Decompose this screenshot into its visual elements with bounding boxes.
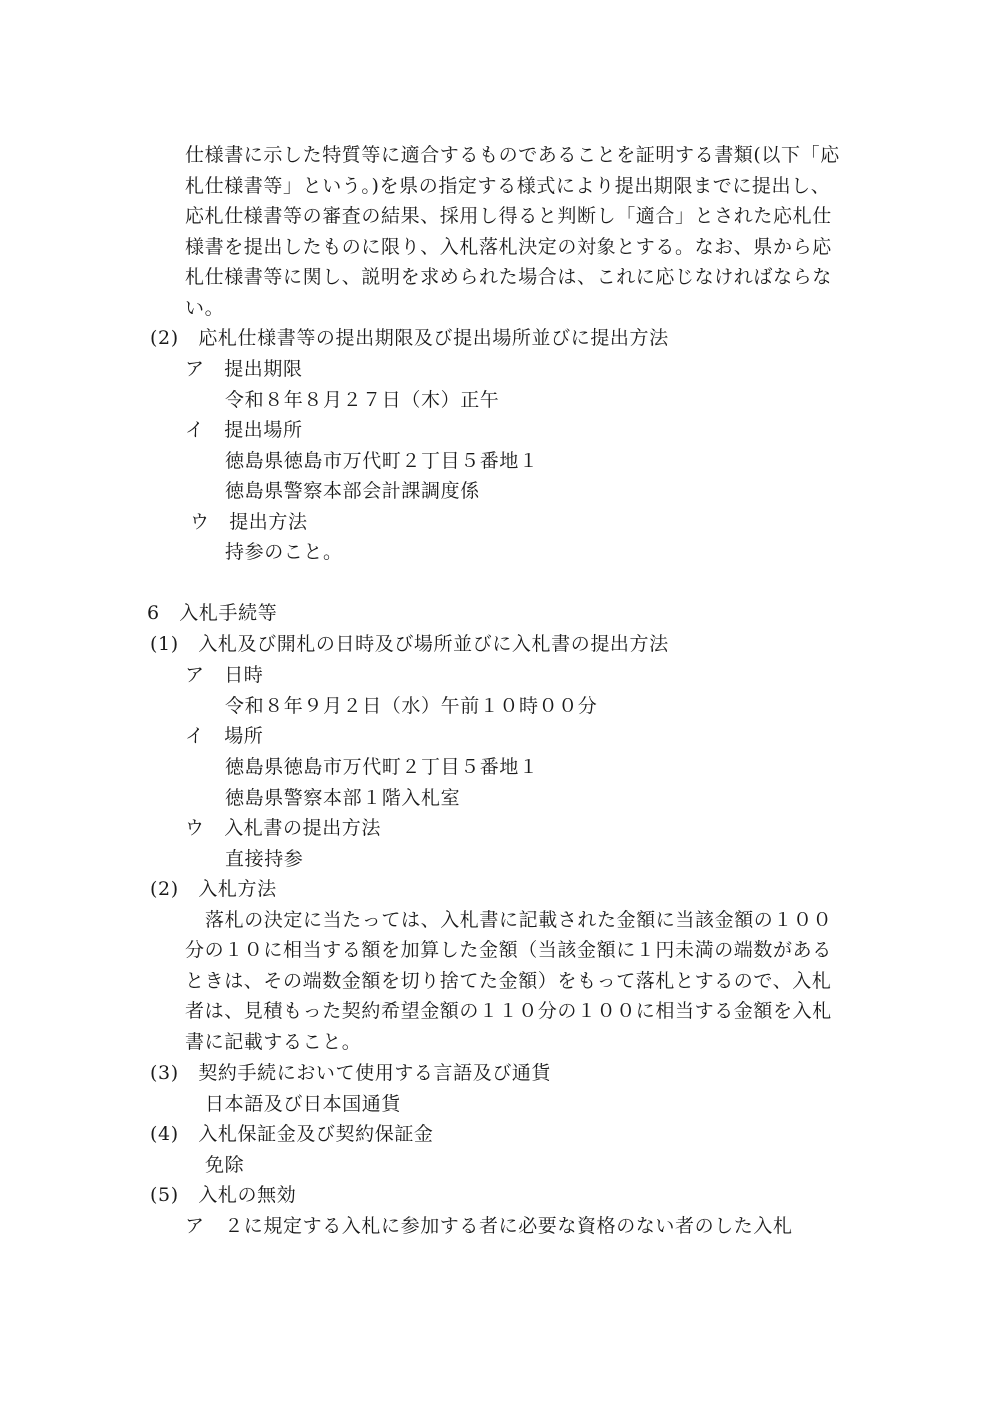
section-heading: (5) 入札の無効 (150, 1184, 297, 1206)
item-value: 免除 (205, 1154, 245, 1176)
item-value: 日本語及び日本国通貨 (205, 1093, 402, 1115)
item-value: 徳島県徳島市万代町２丁目５番地１ (225, 756, 539, 778)
section-title: 6 入札手続等 (147, 602, 278, 624)
item-value: 令和８年９月２日（水）午前１０時００分 (225, 695, 598, 717)
section-heading: (4) 入札保証金及び契約保証金 (150, 1123, 434, 1145)
para-line: い。 (185, 297, 225, 319)
item-label: ア 日時 (185, 664, 264, 686)
para-line: 分の１０に相当する額を加算した金額（当該金額に１円未満の端数がある (185, 939, 832, 961)
section-heading: (2) 応札仕様書等の提出期限及び提出場所並びに提出方法 (150, 327, 669, 349)
item-value: 直接持参 (225, 848, 304, 870)
section-heading: (1) 入札及び開札の日時及び場所並びに入札書の提出方法 (150, 633, 669, 655)
item-value: 徳島県警察本部１階入札室 (225, 787, 461, 809)
para-line: 落札の決定に当たっては、入札書に記載された金額に当該金額の１００ (205, 909, 833, 931)
section-heading: (2) 入札方法 (150, 878, 277, 900)
para-line: 札仕様書等」という。)を県の指定する様式により提出期限までに提出し、 (185, 175, 831, 197)
item-label: ア ２に規定する入札に参加する者に必要な資格のない者のした入札 (185, 1215, 793, 1237)
item-label: イ 場所 (185, 725, 264, 747)
section-heading: (3) 契約手続において使用する言語及び通貨 (150, 1062, 552, 1084)
item-value: 徳島県警察本部会計課調度係 (225, 480, 480, 502)
para-line: 者は、見積もった契約希望金額の１１０分の１００に相当する金額を入札 (185, 1000, 832, 1022)
item-value: 持参のこと。 (225, 541, 343, 563)
item-label: ア 提出期限 (185, 358, 303, 380)
para-line: 応札仕様書等の審査の結果、採用し得ると判断し「適合」とされた応札仕 (185, 205, 832, 227)
para-line: 仕様書に示した特質等に適合するものであることを証明する書類(以下「応 (185, 144, 840, 166)
para-line: 書に記載すること。 (185, 1031, 362, 1053)
item-label: ウ 入札書の提出方法 (185, 817, 382, 839)
item-value: 令和８年８月２７日（木）正午 (225, 389, 500, 411)
para-line: ときは、その端数金額を切り捨てた金額）をもって落札とするので、入札 (185, 970, 832, 992)
para-line: 様書を提出したものに限り、入札落札決定の対象とする。なお、県から応 (185, 236, 832, 258)
para-line: 札仕様書等に関し、説明を求められた場合は、これに応じなければならな (185, 266, 832, 288)
item-value: 徳島県徳島市万代町２丁目５番地１ (225, 450, 539, 472)
item-label: イ 提出場所 (185, 419, 303, 441)
item-label: ウ 提出方法 (190, 511, 308, 533)
